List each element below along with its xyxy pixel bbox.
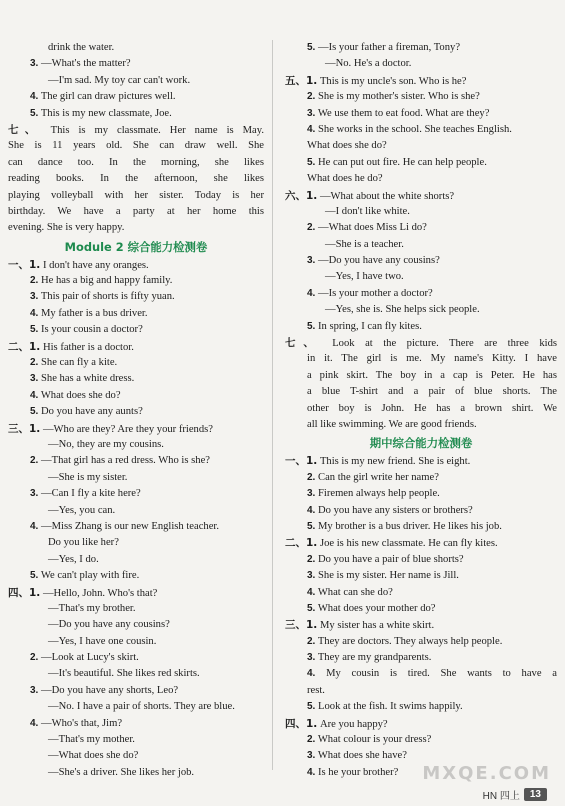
page-footer	[483, 786, 547, 802]
answer-line	[285, 56, 557, 72]
answer-text: What does he do?	[307, 173, 383, 185]
item-number: 2.	[307, 222, 316, 234]
answer-line	[8, 322, 264, 338]
answer-text: drink the water.	[48, 42, 115, 53]
answer-text: What does she have?	[317, 750, 407, 762]
answer-text: Are you happy?	[319, 718, 388, 730]
item-number: 四、1.	[285, 717, 318, 730]
answer-line	[8, 289, 264, 305]
answer-text: We can't play with fire.	[40, 570, 140, 582]
answer-line	[285, 486, 557, 502]
item-number: 七、	[8, 123, 42, 136]
item-number: 3.	[307, 107, 316, 119]
answer-line	[285, 519, 557, 535]
answer-line	[285, 286, 557, 302]
answer-text: playing volleyball with her sister. Today is her	[8, 189, 264, 201]
answer-line	[8, 421, 264, 437]
item-number: 二、1.	[8, 340, 41, 353]
answer-line	[285, 552, 557, 568]
right-column	[285, 40, 557, 781]
answer-text: rest.	[307, 684, 325, 696]
answer-line	[8, 106, 264, 122]
item-number: 5.	[307, 42, 316, 53]
item-number: 3.	[307, 570, 316, 582]
answer-text: They are my grandparents.	[317, 652, 432, 664]
item-number: 3.	[30, 488, 39, 500]
answer-line	[8, 732, 264, 748]
answer-line	[8, 371, 264, 387]
answer-line	[285, 351, 557, 367]
item-number: 七、	[285, 337, 322, 350]
answer-text: He can put out fire. He can help people.	[318, 156, 487, 168]
answer-text: —Can I fly a kite here?	[41, 488, 141, 500]
item-number: 4.	[307, 504, 316, 516]
answer-text: all like swimming. We are good friends.	[307, 418, 477, 430]
answer-text: —She is a teacher.	[325, 238, 404, 250]
answer-text: —That's my mother.	[48, 734, 135, 746]
answer-text: My sister has a white skirt.	[319, 620, 435, 632]
answer-text: —It's beautiful. She likes red skirts.	[48, 668, 200, 680]
answer-text: Do you have any sisters or brothers?	[318, 504, 473, 516]
answer-text: Is your cousin a doctor?	[41, 324, 143, 336]
answer-text: Joe is his new classmate. He can fly kites.	[319, 538, 498, 550]
item-number: 2.	[307, 91, 316, 103]
answer-text: This is my classmate. Her name is May.	[50, 124, 264, 136]
item-number: 2.	[307, 471, 316, 483]
answer-text: She has a white dress.	[41, 373, 135, 385]
answer-line	[8, 89, 264, 105]
item-number: 五、1.	[285, 74, 318, 87]
answer-text: —What's the matter?	[41, 58, 131, 70]
item-number: 5.	[30, 324, 39, 336]
answer-line	[8, 552, 264, 568]
answer-line	[285, 699, 557, 715]
answer-text: can dance too. In the morning, she likes	[8, 156, 264, 168]
answer-text: His father is a doctor.	[42, 341, 134, 353]
answer-text: in it. The girl is me. My name's Kitty. I have	[307, 353, 557, 365]
answer-line	[285, 568, 557, 584]
answer-text: She is my sister. Her name is Jill.	[318, 570, 459, 582]
answer-line	[285, 401, 557, 417]
answer-line	[8, 519, 264, 535]
answer-line	[285, 368, 557, 384]
answer-line	[285, 666, 557, 682]
answer-line	[8, 306, 264, 322]
item-number: 三、1.	[8, 422, 41, 435]
answer-line	[285, 106, 557, 122]
answer-text: She is 11 years old. She can draw well. She	[8, 140, 264, 152]
answer-line	[285, 204, 557, 220]
answer-text: In spring, I can fly kites.	[318, 320, 422, 332]
answer-text: birthday. We have a party at her home this	[8, 205, 264, 217]
item-number: 2.	[307, 734, 316, 746]
item-number: 2.	[30, 275, 39, 287]
answer-line	[8, 585, 264, 601]
item-number: 4.	[307, 766, 316, 778]
answer-line	[285, 302, 557, 318]
item-number: 3.	[30, 291, 39, 303]
answer-text: I don't have any oranges.	[42, 259, 149, 271]
answer-text: —Who are they? Are they your friends?	[42, 423, 213, 435]
answer-line	[8, 486, 264, 502]
answer-text: What does she do?	[40, 389, 121, 401]
answer-line	[8, 339, 264, 355]
answer-text: —Miss Zhang is our new English teacher.	[41, 520, 220, 532]
item-number: 六、1.	[285, 189, 318, 202]
answer-line	[8, 273, 264, 289]
answer-text: a blue T-shirt and a pair of blue shorts. The	[307, 386, 557, 398]
answer-text: —Hello, John. Who's that?	[42, 587, 158, 599]
answer-text: reading books. In the afternoon, she likes	[8, 173, 264, 185]
answer-line	[285, 253, 557, 269]
answer-line	[285, 732, 557, 748]
answer-line	[285, 634, 557, 650]
item-number: 4.	[30, 717, 39, 729]
answer-line	[285, 237, 557, 253]
answer-text: They are doctors. They always help people.	[317, 635, 503, 647]
answer-line	[8, 204, 264, 220]
answer-text: My brother is a bus driver. He likes his job.	[318, 520, 502, 532]
answer-line	[285, 220, 557, 236]
item-number: 5.	[307, 520, 316, 532]
answer-line	[8, 748, 264, 764]
answer-line	[285, 417, 557, 433]
answer-text: —Look at Lucy's skirt.	[41, 652, 139, 664]
answer-line	[285, 748, 557, 764]
section-title: Module 2 综合能力检测卷	[64, 239, 208, 254]
answer-line	[285, 188, 557, 204]
item-number: 三、1.	[285, 619, 318, 632]
answer-text: What does she do?	[307, 140, 387, 152]
item-number: 四、1.	[8, 586, 41, 599]
answer-text: This is my new classmate, Joe.	[40, 107, 172, 119]
answer-line	[8, 666, 264, 682]
answer-text: What does your mother do?	[317, 602, 436, 614]
item-number: 5.	[30, 107, 39, 119]
answer-line	[8, 171, 264, 187]
column-divider	[272, 40, 273, 770]
answer-text: The girl can draw pictures well.	[40, 91, 176, 103]
book-code: HN 四上	[482, 790, 520, 802]
item-number: 3.	[30, 58, 39, 70]
answer-line	[8, 535, 264, 551]
answer-text: —Do you have any cousins?	[48, 619, 170, 631]
item-number: 4.	[30, 520, 39, 532]
answer-text: —Yes, you can.	[48, 504, 116, 516]
item-number: 4.	[307, 586, 316, 598]
item-number: 一、1.	[8, 258, 41, 271]
item-number: 4.	[307, 668, 316, 680]
answer-text: —What about the white shorts?	[319, 190, 455, 202]
answer-line	[8, 437, 264, 453]
item-number: 5.	[307, 320, 316, 332]
answer-line	[285, 470, 557, 486]
answer-line	[8, 122, 264, 138]
answer-text: We use them to eat food. What are they?	[317, 107, 490, 119]
answer-line	[8, 220, 264, 236]
answer-text: —Yes, I have one cousin.	[48, 635, 157, 647]
item-number: 4.	[30, 307, 39, 319]
answer-line	[285, 171, 557, 187]
item-number: 2.	[30, 357, 39, 369]
item-number: 2.	[307, 553, 316, 565]
page-number: 13	[524, 788, 547, 801]
answer-text: —That girl has a red dress. Who is she?	[41, 455, 210, 467]
answer-line	[8, 155, 264, 171]
answer-line	[8, 765, 264, 781]
answer-text: Firemen always help people.	[318, 488, 440, 500]
answer-line	[285, 73, 557, 89]
answer-text: —What does Miss Li do?	[318, 222, 427, 234]
answer-line	[285, 716, 557, 732]
answer-line	[285, 89, 557, 105]
answer-text: —Is your father a fireman, Tony?	[318, 42, 461, 53]
answer-text: —No. I have a pair of shorts. They are blue.	[48, 701, 235, 713]
answer-line	[8, 617, 264, 633]
answer-line	[8, 683, 264, 699]
answer-line	[285, 453, 557, 469]
answer-text: Do you have a pair of blue shorts?	[318, 553, 464, 565]
answer-line	[285, 155, 557, 171]
answer-line	[285, 585, 557, 601]
answer-line	[285, 319, 557, 335]
answer-line	[285, 384, 557, 400]
answer-text: She is my mother's sister. Who is she?	[318, 91, 480, 103]
answer-text: This pair of shorts is fifty yuan.	[40, 291, 175, 303]
answer-text: What colour is your dress?	[317, 734, 432, 746]
item-number: 二、1.	[285, 537, 318, 550]
answer-text: Look at the picture. There are three kids	[332, 338, 557, 350]
answer-line	[285, 138, 557, 154]
item-number: 3.	[307, 652, 316, 664]
item-number: 4.	[30, 389, 39, 401]
answer-line	[8, 40, 264, 56]
answer-text: Do you like her?	[48, 537, 119, 549]
answer-line	[8, 73, 264, 89]
item-number: 4.	[30, 91, 39, 103]
answer-line	[8, 138, 264, 154]
answer-text: —That's my brother.	[48, 602, 136, 614]
item-number: 一、1.	[285, 455, 318, 468]
answer-text: —She is my sister.	[48, 471, 128, 483]
answer-text: Do you have any aunts?	[41, 406, 143, 418]
answer-text: —I don't like white.	[325, 205, 410, 217]
left-column	[8, 40, 264, 781]
answer-line	[8, 699, 264, 715]
answer-line	[285, 40, 557, 56]
section-title: 期中综合能力检测卷	[369, 436, 473, 451]
answer-text: She works in the school. She teaches English.	[318, 123, 512, 135]
answer-text: —She's a driver. She likes her job.	[48, 766, 195, 778]
answer-text: What can she do?	[317, 586, 393, 598]
item-number: 3.	[307, 750, 316, 762]
answer-text: Look at the fish. It swims happily.	[318, 701, 463, 713]
answer-line	[285, 601, 557, 617]
item-number: 5.	[307, 602, 316, 614]
watermark-text: MXQE.COM	[422, 763, 551, 784]
answer-text: Can the girl write her name?	[318, 471, 439, 483]
answer-text: —Is your mother a doctor?	[318, 287, 433, 299]
item-number: 5.	[307, 156, 316, 168]
answer-text: a pink skirt. The boy in a cap is Peter. He has	[307, 369, 557, 381]
answer-text: —Yes, she is. She helps sick people.	[325, 304, 480, 316]
answer-line	[8, 453, 264, 469]
item-number: 5.	[30, 406, 39, 418]
item-number: 4.	[307, 123, 316, 135]
item-number: 5.	[30, 570, 39, 582]
answer-text: —I'm sad. My toy car can't work.	[48, 74, 191, 86]
answer-text: This is my uncle's son. Who is he?	[319, 75, 467, 87]
answer-line	[285, 765, 557, 781]
answer-text: evening. She is very happy.	[8, 222, 125, 234]
answer-line	[8, 716, 264, 732]
answer-line	[8, 56, 264, 72]
answer-text: —No, they are my cousins.	[48, 438, 164, 450]
answer-text: He has a big and happy family.	[41, 275, 173, 287]
answer-text: This is my new friend. She is eight.	[319, 456, 471, 468]
answer-text: —No. He's a doctor.	[325, 58, 412, 70]
answer-line	[8, 634, 264, 650]
answer-text: —Yes, I do.	[48, 553, 99, 565]
answer-text: other boy is John. He has a brown shirt. We	[307, 402, 557, 414]
item-number: 5.	[307, 701, 316, 713]
item-number: 4.	[307, 287, 316, 299]
answer-line	[8, 388, 264, 404]
answer-line	[8, 257, 264, 273]
answer-line	[285, 122, 557, 138]
answer-line	[8, 470, 264, 486]
answer-text: My cousin is tired. She wants to have a	[326, 668, 557, 680]
answer-text: —Do you have any shorts, Leo?	[41, 684, 179, 696]
item-number: 2.	[30, 652, 39, 664]
answer-line	[8, 601, 264, 617]
item-number: 2.	[307, 635, 316, 647]
answer-text: —What does she do?	[48, 750, 139, 762]
answer-line	[8, 355, 264, 371]
answer-line	[285, 650, 557, 666]
answer-text: She can fly a kite.	[41, 357, 118, 369]
answer-line	[285, 335, 557, 351]
answer-line	[285, 535, 557, 551]
answer-line	[285, 617, 557, 633]
answer-line	[285, 683, 557, 699]
item-number: 2.	[30, 455, 39, 467]
answer-text: Is he your brother?	[318, 766, 399, 778]
item-number: 3.	[307, 255, 316, 267]
answer-line	[285, 269, 557, 285]
answer-line	[8, 568, 264, 584]
answer-text: —Yes, I have two.	[325, 271, 404, 283]
answer-line	[8, 650, 264, 666]
item-number: 3.	[30, 684, 39, 696]
answer-line	[8, 503, 264, 519]
answer-line	[8, 188, 264, 204]
answer-text: —Who's that, Jim?	[41, 717, 123, 729]
answer-text: My father is a bus driver.	[41, 307, 148, 319]
answer-line	[285, 503, 557, 519]
answer-line	[8, 404, 264, 420]
item-number: 3.	[307, 488, 316, 500]
answer-text: —Do you have any cousins?	[318, 255, 440, 267]
item-number: 3.	[30, 373, 39, 385]
